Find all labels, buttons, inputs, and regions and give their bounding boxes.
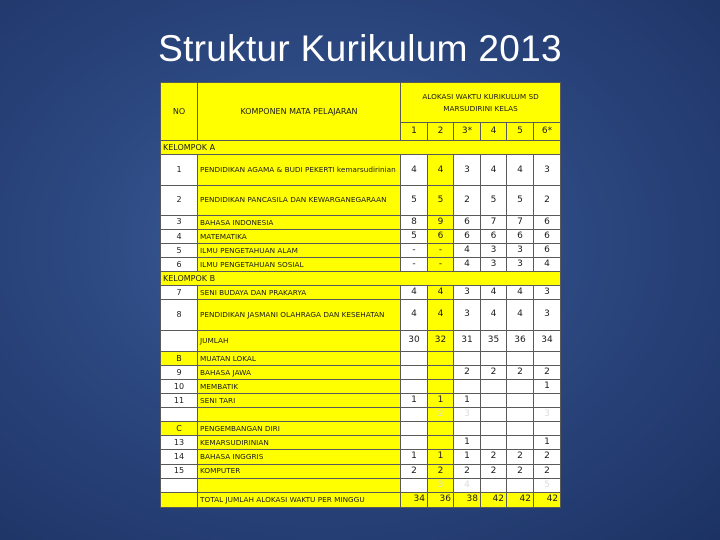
row-value: 1 [401,394,428,408]
row-value: 4 [401,155,428,185]
table-row [161,464,561,478]
row-value: 42 [481,492,507,507]
row-no: 14 [161,450,198,464]
row-value: - [401,258,428,272]
row-value: 2 [454,464,481,478]
row-subject: MUATAN LOKAL [198,352,401,366]
row-subject: PENGEMBANGAN DIRI [198,422,401,436]
row-value: 3 [454,300,481,330]
row-value [481,408,507,422]
header-component: KOMPONEN MATA PELAJARAN [198,83,401,141]
row-value: 1 [454,436,481,450]
row-value: 1 [454,450,481,464]
table-row [161,394,561,408]
row-value: 2 [534,185,561,215]
row-no: 8 [161,300,198,330]
row-value: 4 [507,155,534,185]
group-a-label: KELOMPOK A [161,141,561,155]
row-value: 6 [454,215,481,229]
row-value: 2 [428,408,454,422]
table-row [161,366,561,380]
row-value: 4 [428,155,454,185]
row-value [481,436,507,450]
group-b-label: KELOMPOK B [161,272,561,286]
table-row [161,408,561,422]
row-value: 2 [507,450,534,464]
row-subject: BAHASA JAWA [198,366,401,380]
row-value: 34 [401,492,428,507]
row-value: 2 [481,366,507,380]
row-value: 2 [534,366,561,380]
row-value: 1 [401,450,428,464]
row-value: 3 [454,286,481,300]
subtotal-label: JUMLAH [198,330,401,352]
row-value: 5 [401,230,428,244]
row-value: 34 [534,330,561,352]
row-value [428,366,454,380]
row-value [401,478,428,492]
row-value [481,478,507,492]
row-value: 3 [454,155,481,185]
total-row [161,492,561,507]
subtotal-row [161,330,561,352]
row-no: 1 [161,155,198,185]
row-value: 3 [428,478,454,492]
curriculum-table [160,82,560,508]
row-no [161,330,198,352]
row-value: 2 [507,366,534,380]
row-value: 3 [534,300,561,330]
table-row [161,450,561,464]
row-value: 4 [401,286,428,300]
row-value: 2 [454,366,481,380]
row-value: 1 [534,380,561,394]
table-row [161,244,561,258]
row-value: 3 [534,286,561,300]
row-no: 7 [161,286,198,300]
row-no: 10 [161,380,198,394]
row-value: 3 [507,244,534,258]
header-grade: 6* [534,123,561,141]
row-value: 7 [481,215,507,229]
row-value: 4 [481,155,507,185]
header-grade: 1 [401,123,428,141]
section-row [161,422,561,436]
row-value: 1 [428,450,454,464]
row-value: 6 [507,230,534,244]
row-no: 9 [161,366,198,380]
header-allocation: ALOKASI WAKTU KURIKULUM SD MARSUDIRINI KELAS [401,83,561,123]
row-value: 2 [507,464,534,478]
row-value: 1 [534,436,561,450]
row-value [534,394,561,408]
row-no: C [161,422,198,436]
row-value: 4 [507,286,534,300]
row-subject: MATEMATIKA [198,230,401,244]
row-no: 11 [161,394,198,408]
row-value: 3 [534,408,561,422]
row-value: 31 [454,330,481,352]
row-value [481,380,507,394]
table-row [161,155,561,185]
row-no: 15 [161,464,198,478]
row-value: - [401,244,428,258]
row-value: 5 [507,185,534,215]
row-value: 6 [534,215,561,229]
row-value: 1 [428,394,454,408]
row-value [428,436,454,450]
header-grade: 4 [481,123,507,141]
table-row [161,380,561,394]
row-value: 5 [534,478,561,492]
row-subject: MEMBATIK [198,380,401,394]
header-grade: 5 [507,123,534,141]
row-value: 3 [481,258,507,272]
row-value [401,366,428,380]
row-value [507,436,534,450]
row-value [507,408,534,422]
row-value [507,380,534,394]
row-value: 42 [507,492,534,507]
row-value: 7 [507,215,534,229]
row-no: 5 [161,244,198,258]
row-value: 2 [401,464,428,478]
row-value: 8 [401,215,428,229]
row-value: 6 [534,230,561,244]
row-subject: PENDIDIKAN AGAMA & BUDI PEKERTI kemarsudirinian [198,155,401,185]
row-no: 3 [161,215,198,229]
slide-title: Struktur Kurikulum 2013 [158,28,562,69]
row-no: B [161,352,198,366]
row-value: 3 [507,258,534,272]
row-value: 5 [401,185,428,215]
row-value: 4 [428,286,454,300]
header-grade: 3* [454,123,481,141]
row-value: 4 [507,300,534,330]
table-row [161,258,561,272]
row-value: 35 [481,330,507,352]
row-subject: KOMPUTER [198,464,401,478]
row-value: 5 [481,185,507,215]
header-no: NO [161,83,198,141]
row-subject: ILMU PENGETAHUAN SOSIAL [198,258,401,272]
row-value: 4 [481,300,507,330]
row-value: 2 [534,464,561,478]
row-value: 2 [481,450,507,464]
row-subject: BAHASA INGGRIS [198,450,401,464]
row-value: 32 [428,330,454,352]
row-value: 6 [428,230,454,244]
table-row [161,286,561,300]
row-value [507,394,534,408]
section-row [161,352,561,366]
row-no: 4 [161,230,198,244]
total-label: TOTAL JUMLAH ALOKASI WAKTU PER MINGGU [198,492,401,507]
row-subject: SENI BUDAYA DAN PRAKARYA [198,286,401,300]
row-value: 42 [534,492,561,507]
row-subject: PENDIDIKAN PANCASILA DAN KEWARGANEGARAAN [198,185,401,215]
row-value: 4 [454,244,481,258]
table-row [161,230,561,244]
row-value: 36 [507,330,534,352]
row-value [401,380,428,394]
table-row [161,215,561,229]
row-value: - [428,244,454,258]
row-value: 3 [481,244,507,258]
row-value: 4 [454,478,481,492]
row-no: 6 [161,258,198,272]
row-value: 3 [534,155,561,185]
row-value: 36 [428,492,454,507]
table-row [161,185,561,215]
table-row [161,478,561,492]
row-value: 6 [454,230,481,244]
row-value: 4 [534,258,561,272]
row-no: 13 [161,436,198,450]
table-row [161,436,561,450]
row-value [454,380,481,394]
row-subject: KEMARSUDIRINIAN [198,436,401,450]
row-value: 4 [481,286,507,300]
row-subject: PENDIDIKAN JASMANI OLAHRAGA DAN KESEHATAN [198,300,401,330]
row-subject: SENI TARI [198,394,401,408]
row-value [481,394,507,408]
row-value: 6 [534,244,561,258]
row-value [401,408,428,422]
row-value [507,478,534,492]
row-value: 38 [454,492,481,507]
row-value: 5 [428,185,454,215]
row-value [401,436,428,450]
row-value: 4 [454,258,481,272]
row-subject: BAHASA INDONESIA [198,215,401,229]
row-value: 30 [401,330,428,352]
table-row [161,300,561,330]
row-value: 4 [401,300,428,330]
row-value: 2 [454,185,481,215]
row-value: 1 [454,394,481,408]
row-value: - [428,258,454,272]
row-value: 4 [428,300,454,330]
row-value: 2 [481,464,507,478]
row-subject: ILMU PENGETAHUAN ALAM [198,244,401,258]
header-grade: 2 [428,123,454,141]
row-no: 2 [161,185,198,215]
row-value [428,380,454,394]
row-value: 3 [454,408,481,422]
row-value: 9 [428,215,454,229]
row-value: 2 [428,464,454,478]
row-value: 2 [534,450,561,464]
row-value: 6 [481,230,507,244]
